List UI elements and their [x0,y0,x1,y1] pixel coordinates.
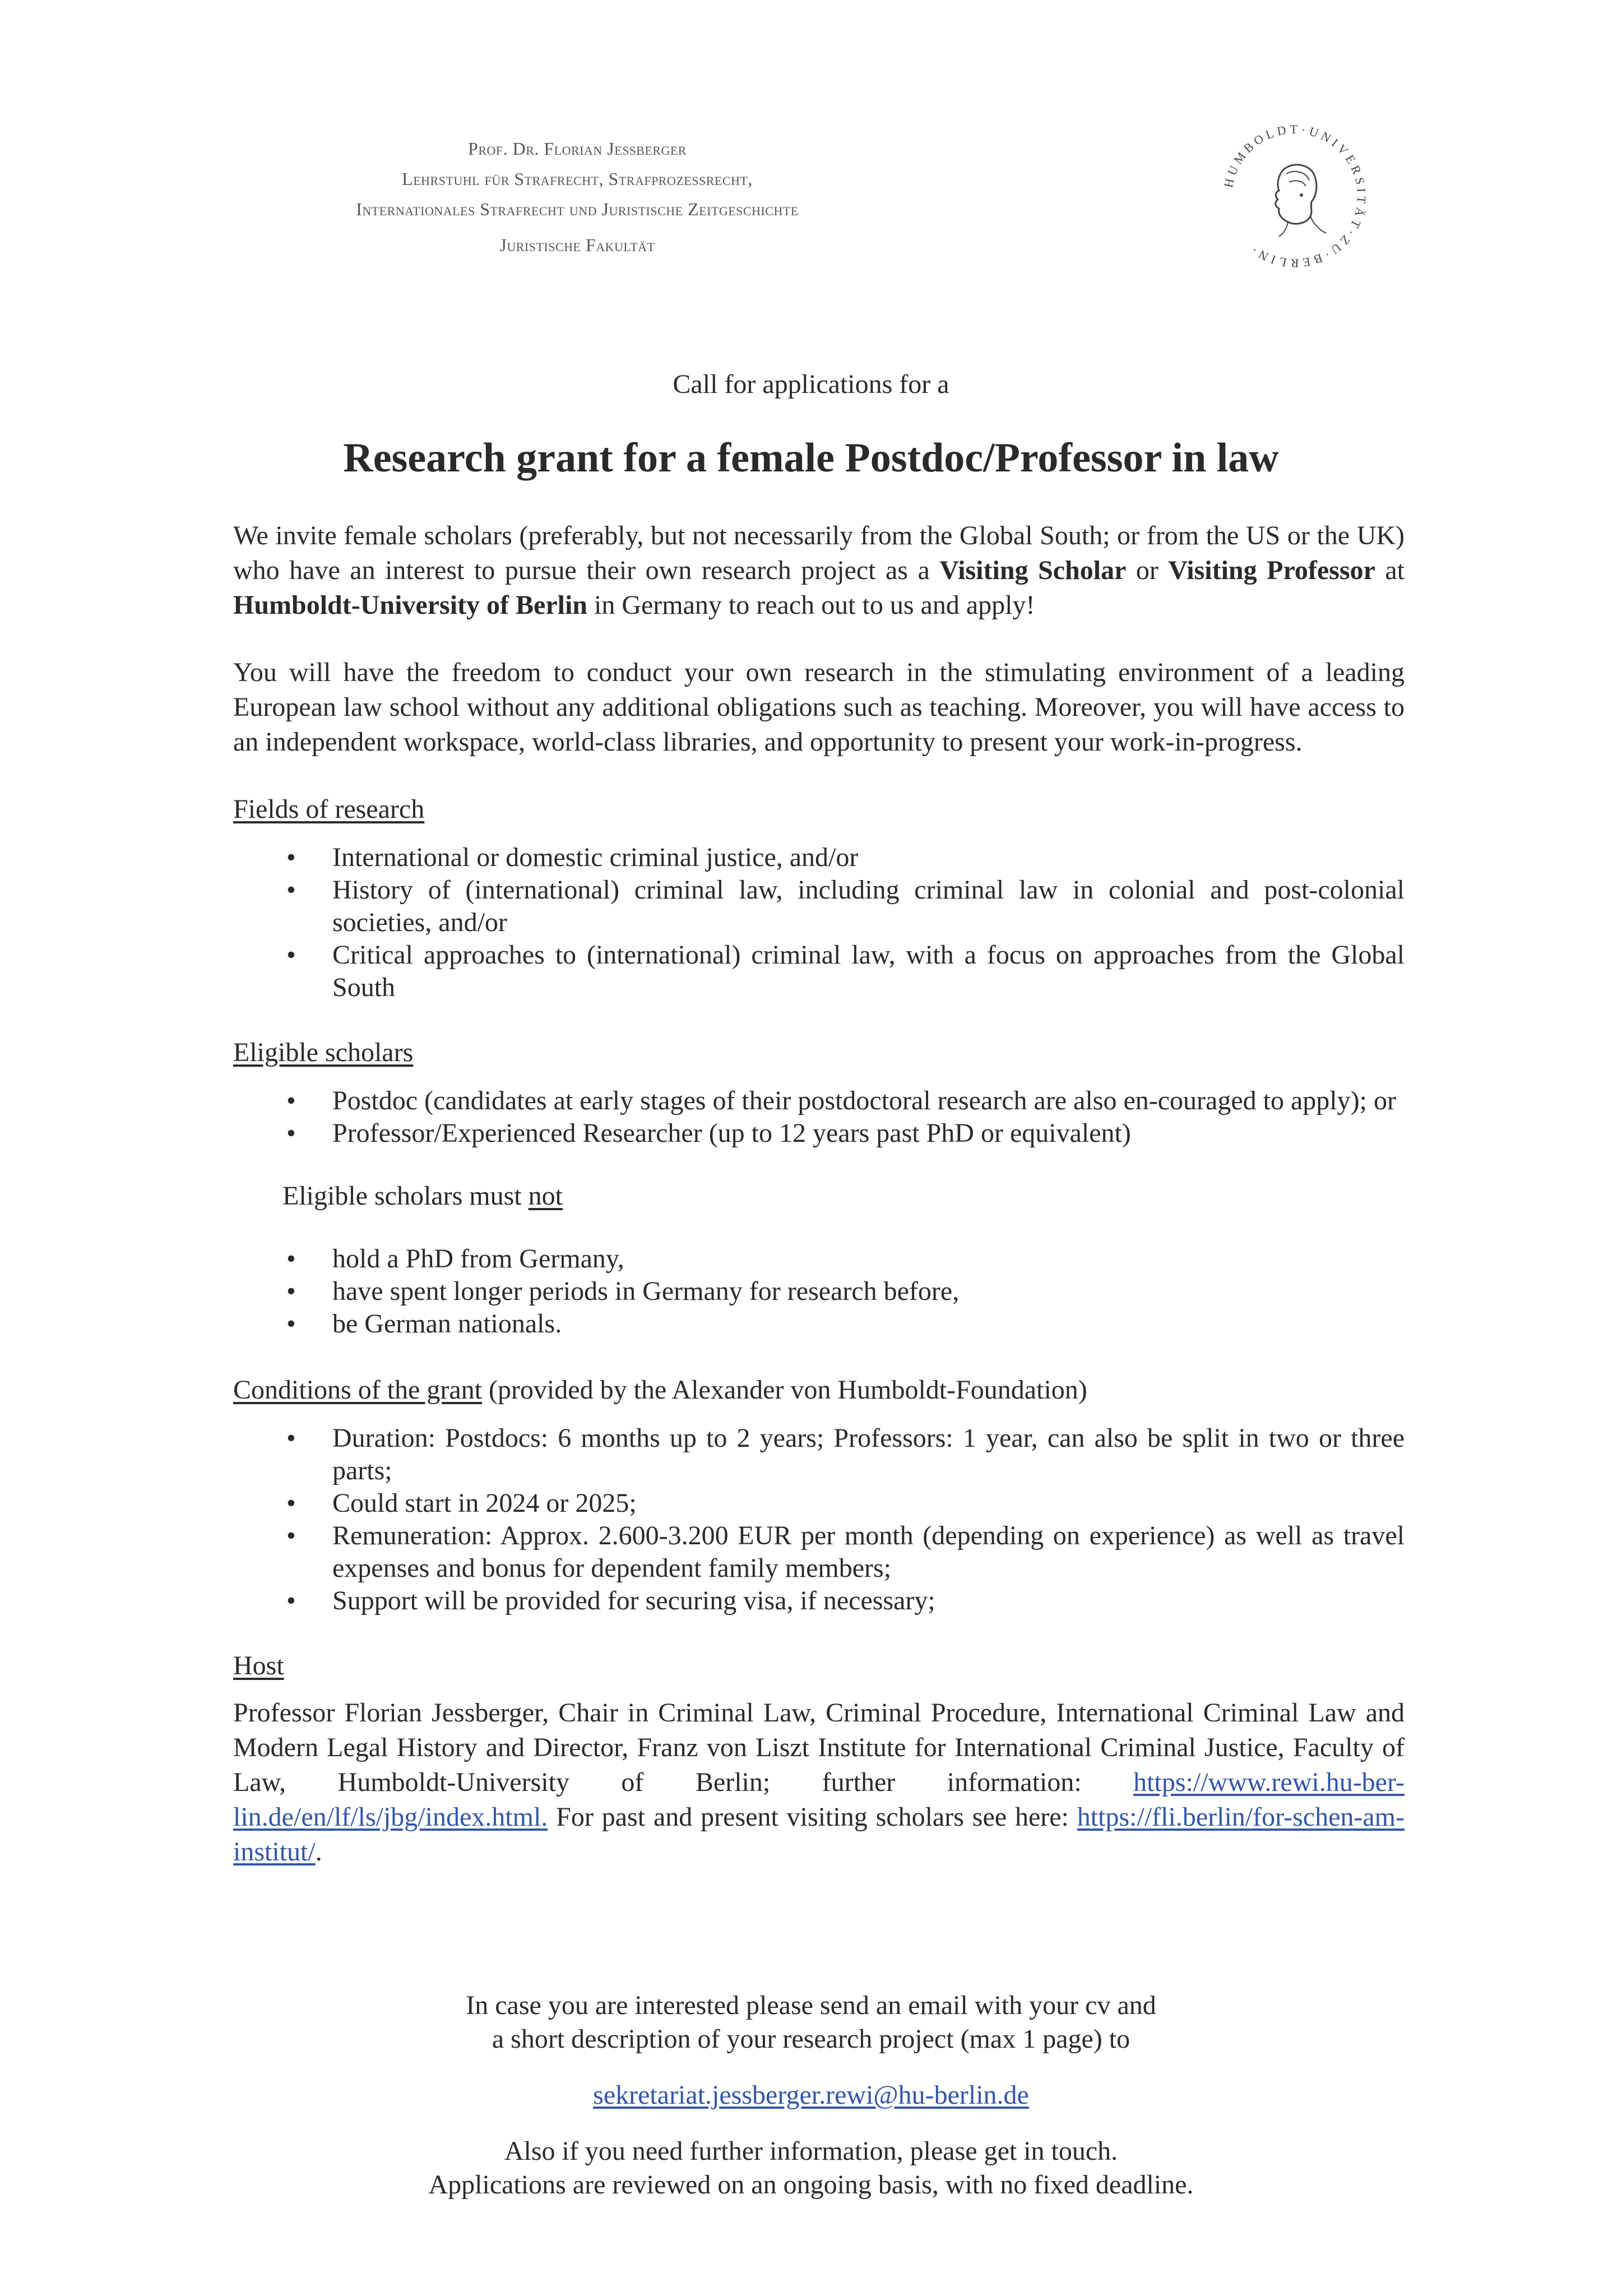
letterhead-chair-line2: Internationales Strafrecht und Juristische Zeitgeschichte [356,199,799,219]
list-item: • Support will be provided for securing visa, if necessary; [233,1585,1405,1617]
closing-line2: a short description of your research project (max 1 page) to [492,2024,1130,2054]
conditions-heading-line: Conditions of the grant (provided by the Alexander von Humboldt-Foundation) [233,1375,1087,1405]
list-item: • History of (international) criminal law, including criminal law in colonial and post-colonial societies, and/or [233,874,1405,939]
closing-block [0,1989,1622,2202]
university-seal-icon [1216,118,1373,275]
host-paragraph: Professor Florian Jessberger, Chair in Criminal Law, Criminal Procedure, International Criminal Law and Modern Legal History and Director, Franz von Liszt Institute for International Criminal Justice, Faculty of Law, Humboldt-University of Berlin; further information: https://www.rewi.hu-ber-lin.de/en/lf/ls/jbg/index.html. For past and present visiting scholars see here: https://fli.berlin/for-schen-am-institut/. [233,1698,1405,1867]
main-content [233,519,1405,1869]
bold-visiting-scholar: Visiting Scholar [939,556,1127,585]
conditions-list [233,1422,1405,1617]
host-heading: Host [233,1651,284,1681]
fli-link[interactable]: https://fli.berlin/for-schen-am-institut/ [233,1802,1405,1867]
bold-visiting-professor: Visiting Professor [1168,556,1375,585]
closing-line1: In case you are interested please send an email with your cv and [466,1991,1156,2020]
eligible-must-not: Eligible scholars must not [282,1181,563,1211]
list-item: • Professor/Experienced Researcher (up to 12 years past PhD or equivalent) [233,1117,1405,1150]
must-not-list [233,1243,1405,1340]
fields-list [233,841,1405,1004]
letterhead [213,133,942,260]
list-item: • have spent longer periods in Germany for research before, [233,1275,1405,1308]
letterhead-name: Prof. Dr. Florian Jeßberger [468,138,687,159]
list-item: • be German nationals. [233,1308,1405,1340]
list-item: • Postdoc (candidates at early stages of their postdoctoral research are also en-couraged to apply); or [233,1085,1405,1117]
list-item: • International or domestic criminal justice, and/or [233,841,1405,874]
list-item: • Remuneration: Approx. 2.600-3.200 EUR per month (depending on experience) as well as travel expenses and bonus for dependent family members; [233,1520,1405,1585]
list-item: • Critical approaches to (international) criminal law, with a focus on approaches from the Global South [233,939,1405,1004]
closing-line3: Also if you need further information, please get in touch. [504,2136,1118,2166]
emphasis-not: not [528,1181,563,1211]
eligible-list [233,1085,1405,1150]
intro-paragraph: We invite female scholars (preferably, but not necessarily from the Global South; or from the US or the UK) who have an interest to pursue their own research project as a Visiting Scholar or Visiting Professor at Humboldt-University of Berlin in Germany to reach out to us and apply! [233,521,1405,620]
svg-text:HUMBOLDT·UNIVERSITÄT·ZU·BERLIN: HUMBOLDT·UNIVERSITÄT·ZU·BERLIN· [1221,122,1369,271]
bold-university: Humboldt-University of Berlin [233,590,587,620]
fields-heading: Fields of research [233,794,425,824]
rewi-link[interactable]: https://www.rewi.hu-ber-lin.de/en/lf/ls/jbg/index.html. [233,1767,1405,1832]
page-title: Research grant for a female Postdoc/Professor in law [343,435,1279,481]
intro-line: Call for applications for a [673,369,949,399]
letterhead-chair-line1: Lehrstuhl für Strafrecht, Strafprozessrecht, [402,169,753,189]
list-item: • hold a PhD from Germany, [233,1243,1405,1275]
closing-line4: Applications are reviewed on an ongoing basis, with no fixed deadline. [428,2170,1194,2200]
eligible-heading: Eligible scholars [233,1038,414,1067]
email-link[interactable]: sekretariat.jessberger.rewi@hu-berlin.de [593,2080,1029,2110]
benefits-paragraph: You will have the freedom to conduct your own research in the stimulating environment of a leading European law school without any additional obligations such as teaching. Moreover, you will have access to an independent workspace, world-class libraries, and opportunity to present your work-in-progress. [233,658,1405,757]
conditions-heading: Conditions of the grant [233,1375,482,1405]
letterhead-faculty: Juristische Fakultät [499,235,655,255]
list-item: • Duration: Postdocs: 6 months up to 2 years; Professors: 1 year, can also be split in two or three parts; [233,1422,1405,1487]
list-item: • Could start in 2024 or 2025; [233,1487,1405,1520]
